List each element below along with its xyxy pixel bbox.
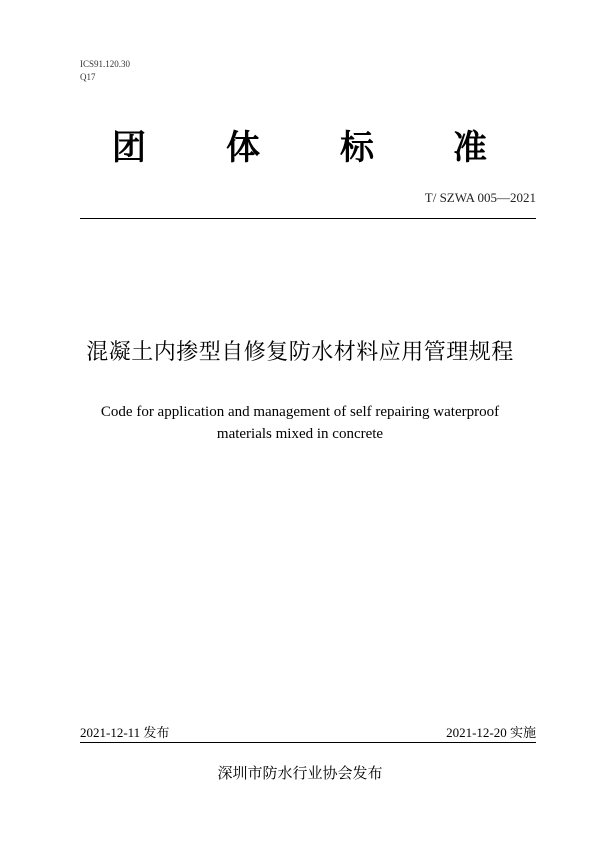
standard-type-char: 准 <box>453 128 487 168</box>
issuing-organization: 深圳市防水行业协会发布 <box>217 764 383 782</box>
standard-type-char: 体 <box>226 128 260 168</box>
english-title-line-1: Code for application and management of self repairing waterproof <box>100 404 500 420</box>
standard-type-char: 团 <box>112 128 146 168</box>
implementation-date: 2021-12-20 实施 <box>446 725 536 740</box>
english-title-line-2: materials mixed in concrete <box>216 426 384 442</box>
standard-type-heading <box>0 128 600 176</box>
english-title <box>0 401 600 445</box>
standard-type-char: 标 <box>340 128 374 168</box>
chinese-title: 混凝土内掺型自修复防水材料应用管理规程 <box>86 340 514 365</box>
ccs-code: Q17 <box>80 72 96 82</box>
top-divider <box>80 218 536 219</box>
bottom-divider <box>80 742 536 743</box>
standard-number: T/ SZWA 005—2021 <box>424 190 536 205</box>
publish-date: 2021-12-11 发布 <box>80 725 170 740</box>
classification-codes <box>80 58 130 84</box>
date-row <box>80 722 536 742</box>
ics-code: ICS91.120.30 <box>80 59 131 69</box>
